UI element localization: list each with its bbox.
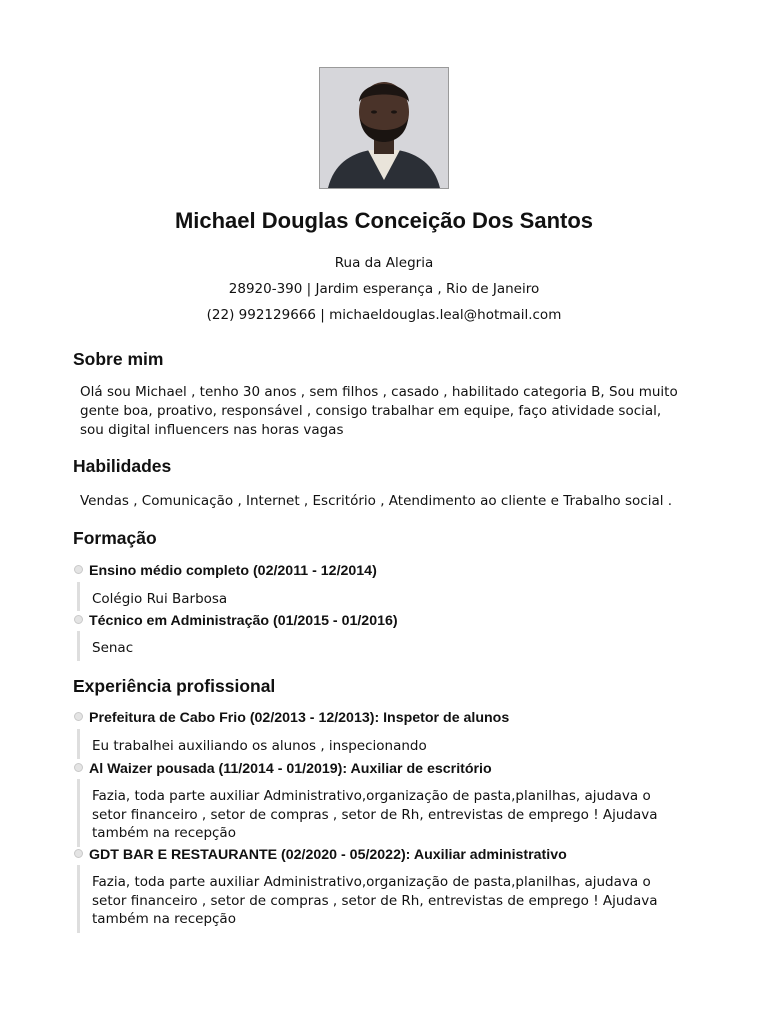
skills-title: Habilidades [73,456,172,476]
experience-title: Experiência profissional [73,676,276,696]
experience-item-title: Prefeitura de Cabo Frio (02/2013 - 12/2013): Inspetor de alunos [74,710,509,726]
bullet-icon [74,763,83,772]
education-item-title: Ensino médio completo (02/2011 - 12/2014) [74,563,377,579]
profile-photo-illustration [320,68,448,188]
skills-text: Vendas , Comunicação , Internet , Escritório , Atendimento ao cliente e Trabalho social . [80,493,673,509]
education-item-detail: Senac [77,631,687,661]
bullet-icon [74,615,83,624]
address-line: Rua da Alegria [334,255,434,271]
bullet-icon [74,849,83,858]
experience-item-detail: Fazia, toda parte auxiliar Administrativo,organização de pasta,planilhas, ajudava o setor financeiro , setor de compras , setor de Rh, entrevistas de emprego ! Ajudava também na recepção [77,779,687,847]
education-item-title: Técnico em Administração (01/2015 - 01/2016) [74,613,398,629]
about-title: Sobre mim [73,349,164,369]
about-text: Olá sou Michael , tenho 30 anos , sem filhos , casado , habilitado categoria B, Sou muito gente boa, proativo, responsável , consigo trabalhar em equipe, faço atividade social, sou digital influencers nas horas vagas [80,384,678,438]
bullet-icon [74,712,83,721]
bullet-icon [74,565,83,574]
education-item-detail: Colégio Rui Barbosa [77,582,687,611]
profile-photo [319,67,449,189]
phone-email-line: (22) 992129666 | michaeldouglas.leal@hotmail.com [206,307,562,323]
experience-item-detail: Fazia, toda parte auxiliar Administrativo,organização de pasta,planilhas, ajudava o setor financeiro , setor de compras , setor de Rh, entrevistas de emprego ! Ajudava também na recepção [77,865,687,933]
candidate-name: Michael Douglas Conceição Dos Santos [174,208,594,233]
experience-item-detail: Eu trabalhei auxiliando os alunos , inspecionando [77,729,687,759]
experience-item-title: GDT BAR E RESTAURANTE (02/2020 - 05/2022): Auxiliar administrativo [74,847,567,863]
experience-item-title: Al Waizer pousada (11/2014 - 01/2019): Auxiliar de escritório [74,761,492,777]
city-line: 28920-390 | Jardim esperança , Rio de Janeiro [228,281,540,297]
education-title: Formação [73,528,157,548]
